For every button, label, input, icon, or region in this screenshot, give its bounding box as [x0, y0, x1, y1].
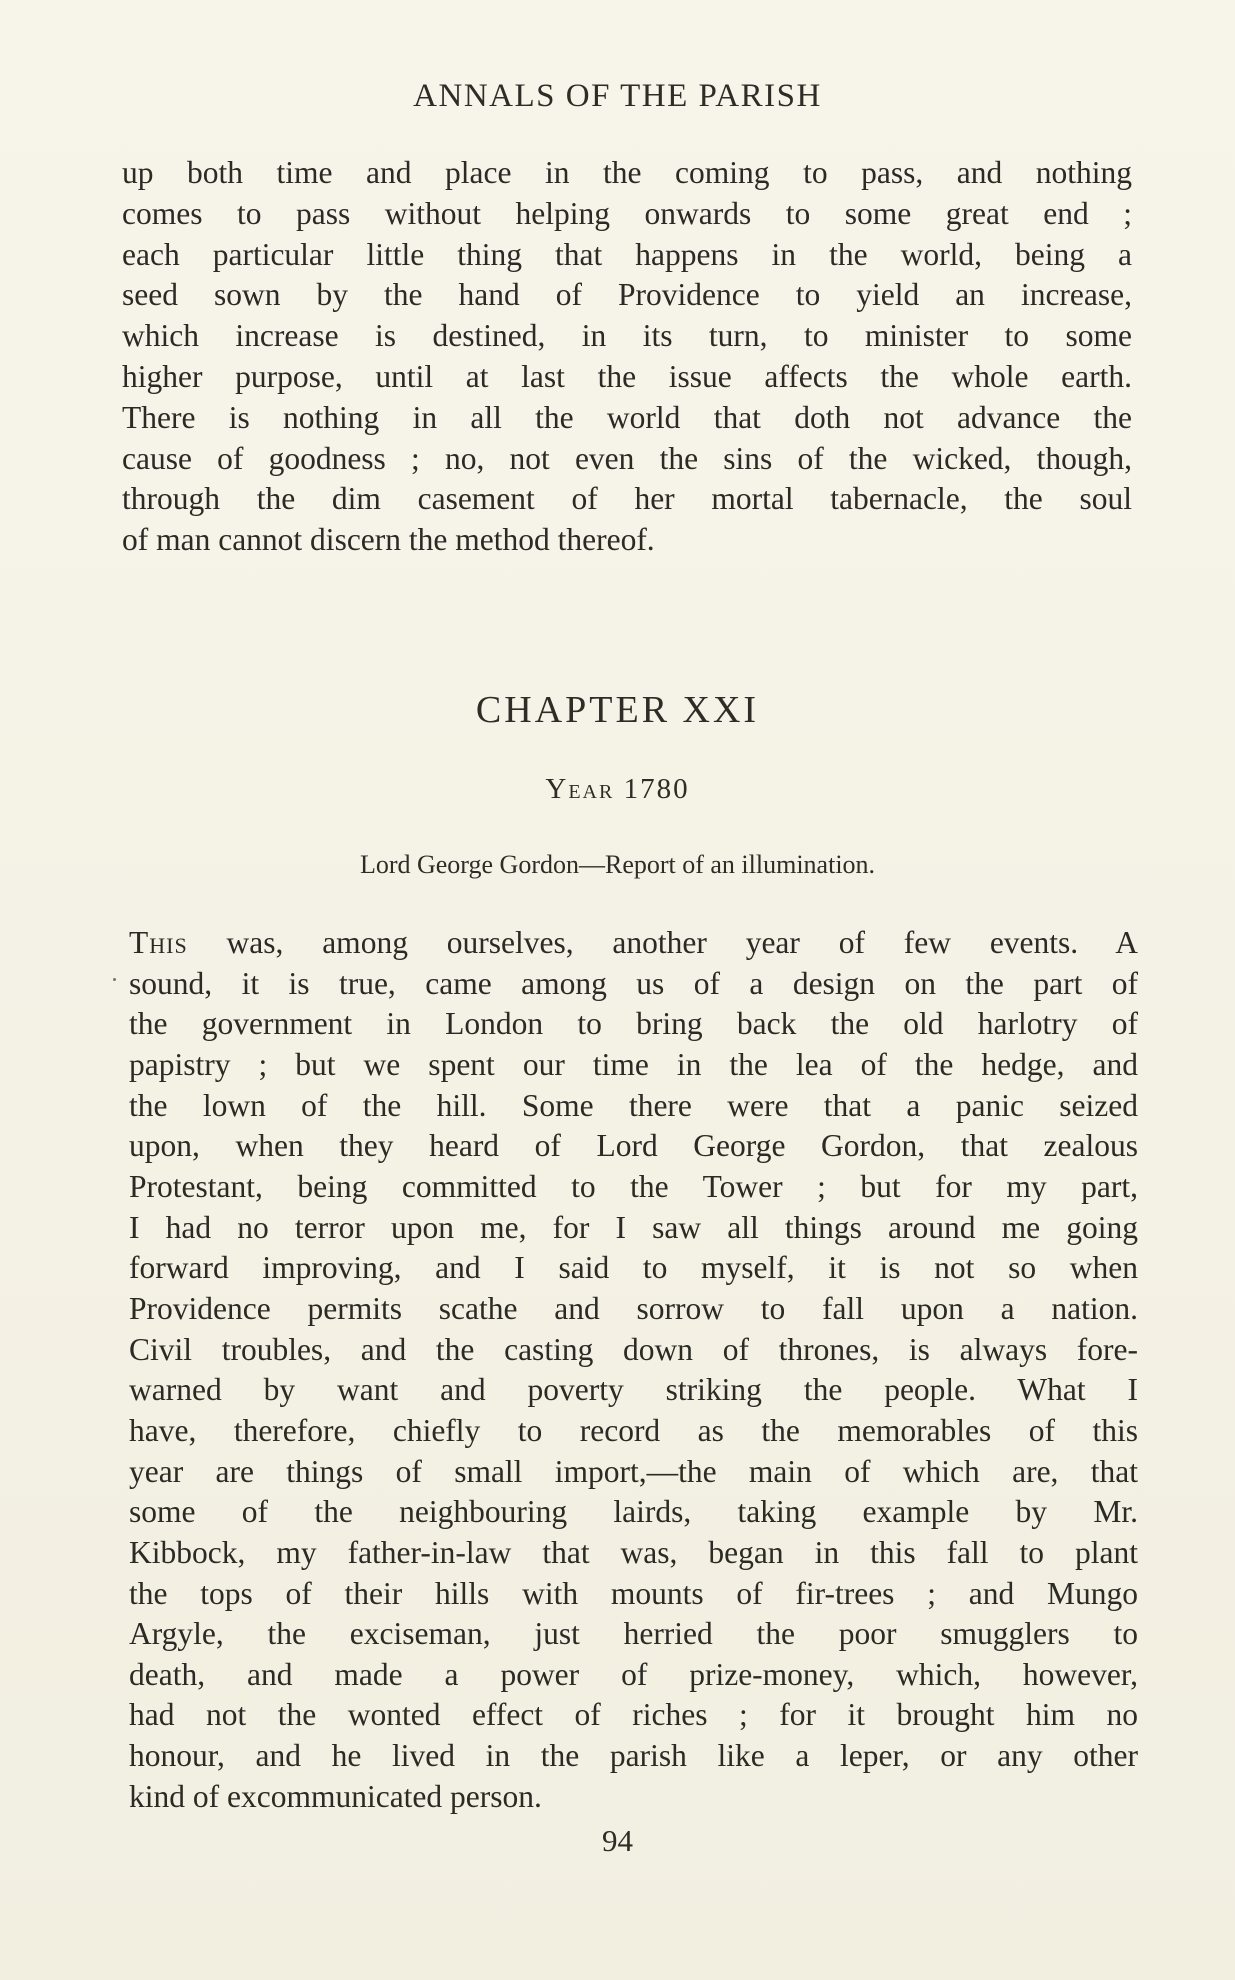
- text-line: some of the neighbouring lairds, taking example by Mr.: [129, 1494, 1138, 1530]
- text-line: death, and made a power of prize-money, which, however,: [129, 1656, 1138, 1692]
- text-line: higher purpose, until at last the issue affects the whole earth.: [122, 358, 1132, 394]
- chapter-title: CHAPTER XXI: [475, 689, 760, 731]
- text-line: cause of goodness ; no, not even the sins of the wicked, though,: [122, 440, 1132, 476]
- text-line: had not the wonted effect of riches ; for it brought him no: [129, 1697, 1138, 1733]
- margin-speck: [113, 978, 116, 981]
- opening-word: This: [129, 925, 188, 960]
- text-line: I had no terror upon me, for I saw all things around me going: [129, 1209, 1138, 1245]
- text-line: Argyle, the exciseman, just herried the poor smugglers to: [129, 1616, 1138, 1652]
- text-line: sound, it is true, came among us of a design on the part of: [129, 965, 1138, 1001]
- continued-paragraph: [122, 153, 1132, 561]
- chapter-paragraph: [129, 923, 1138, 1817]
- text-line: honour, and he lived in the parish like a leper, or any other: [129, 1738, 1138, 1774]
- text-line: up both time and place in the coming to pass, and nothing: [122, 155, 1132, 190]
- text-line: [129, 923, 1138, 964]
- text-line: Civil troubles, and the casting down of thrones, is always fore-: [129, 1331, 1138, 1367]
- text-line: Kibbock, my father-in-law that was, began in this fall to plant: [129, 1534, 1138, 1570]
- text-line: Protestant, being committed to the Tower ; but for my part,: [129, 1168, 1138, 1204]
- text-line: upon, when they heard of Lord George Gordon, that zealous: [129, 1128, 1138, 1164]
- text-line: have, therefore, chiefly to record as the memorables of this: [129, 1412, 1138, 1448]
- text-line: seed sown by the hand of Providence to yield an increase,: [122, 277, 1132, 313]
- text-line: papistry ; but we spent our time in the lea of the hedge, and: [129, 1046, 1138, 1082]
- running-head: ANNALS OF THE PARISH: [413, 78, 822, 114]
- chapter-year: Year 1780: [545, 773, 690, 805]
- text-line: the lown of the hill. Some there were that a panic seized: [129, 1087, 1138, 1123]
- text-line: each particular little thing that happens in the world, being a: [122, 236, 1132, 272]
- text-line: comes to pass without helping onwards to some great end ;: [122, 195, 1132, 231]
- text-line: of man cannot discern the method thereof.: [122, 522, 655, 558]
- text-line: kind of excommunicated person.: [129, 1778, 542, 1814]
- text-line: Providence permits scathe and sorrow to fall upon a nation.: [129, 1290, 1138, 1326]
- chapter-summary: Lord George Gordon—Report of an illumination.: [359, 850, 876, 879]
- text-line: through the dim casement of her mortal tabernacle, the soul: [122, 481, 1132, 517]
- text-line: the tops of their hills with mounts of fir-trees ; and Mungo: [129, 1575, 1138, 1611]
- text-line: the government in London to bring back the old harlotry of: [129, 1006, 1138, 1042]
- opening-line-rest: was, among ourselves, another year of few events. A: [187, 925, 1138, 960]
- page-number: 94: [602, 1823, 633, 1858]
- text-line: year are things of small import,—the main of which are, that: [129, 1453, 1138, 1489]
- text-line: warned by want and poverty striking the people. What I: [129, 1372, 1138, 1408]
- text-line: which increase is destined, in its turn, to minister to some: [122, 318, 1132, 354]
- text-line: forward improving, and I said to myself, it is not so when: [129, 1250, 1138, 1286]
- text-line: There is nothing in all the world that doth not advance the: [122, 399, 1132, 435]
